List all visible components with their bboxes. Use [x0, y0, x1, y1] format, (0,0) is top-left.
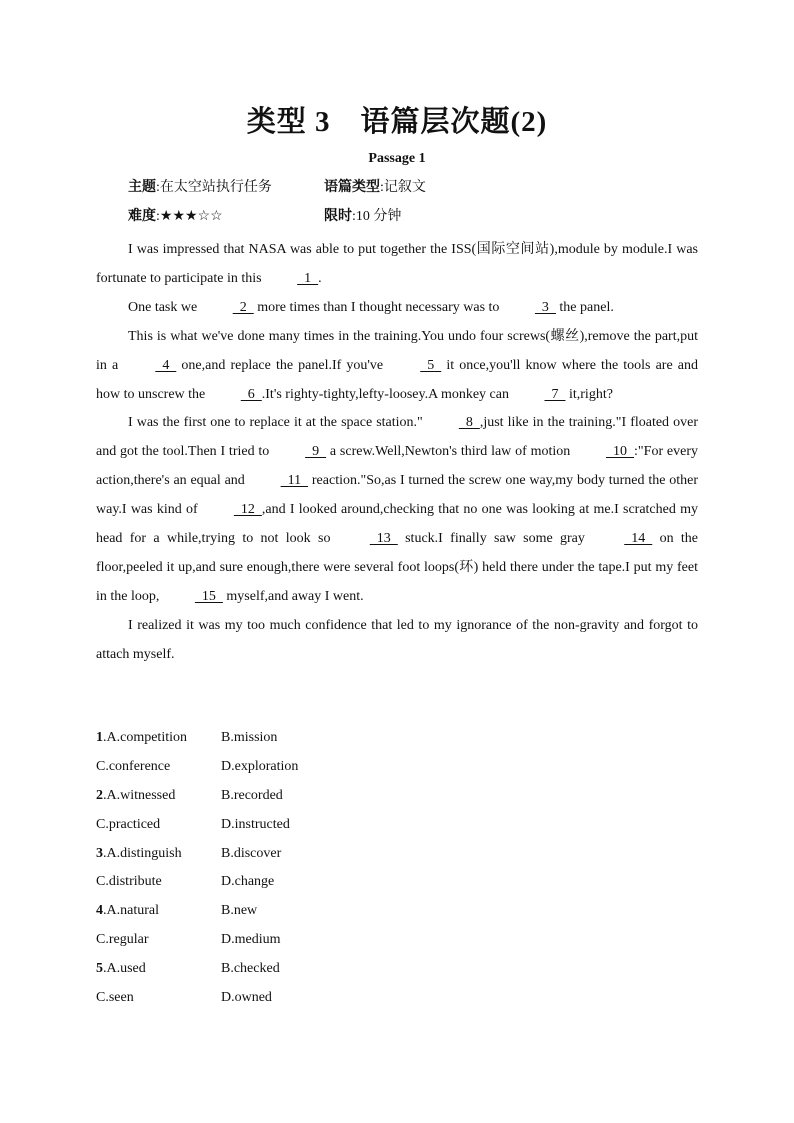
option-a-text: .A.used: [103, 961, 146, 977]
answer-blank: 7: [544, 386, 566, 402]
genre-value: :记叙文: [380, 180, 426, 195]
option-a[interactable]: [96, 897, 159, 926]
passage-segment: I realized it was my too much confidence that led to my ignorance of the non-gravity and forgot to attach myself.: [96, 617, 698, 662]
passage-segment: myself,and away I went.: [222, 588, 364, 604]
option-a-text: .A.natural: [103, 903, 159, 919]
answer-blank: 5: [420, 357, 442, 373]
answer-blank: 14: [624, 531, 653, 547]
difficulty-value: :★★★☆☆: [156, 209, 223, 224]
question-number: 5: [96, 961, 103, 977]
passage-segment: One task we: [128, 299, 201, 315]
answer-blank: 11: [280, 473, 309, 489]
passage-segment: ,and I looked around,checking that no one was looking at me.I scratched my head for a while,trying to not look so: [96, 502, 698, 547]
genre-group: [324, 179, 426, 197]
time-value: :10 分钟: [352, 209, 402, 224]
passage-segment: it,right?: [565, 386, 613, 402]
passage-segment: :"For every action,there's an equal and: [96, 444, 698, 489]
paragraph-1: [96, 236, 698, 294]
passage-segment: I was the first one to replace it at the space station.": [128, 415, 427, 431]
option-a-text: .A.distinguish: [103, 845, 182, 861]
option-b[interactable]: B.discover: [221, 845, 282, 861]
paragraph-5: [96, 612, 698, 670]
option-a[interactable]: [96, 782, 175, 811]
option-a[interactable]: [96, 840, 182, 869]
passage-segment: reaction."So,as I turned the screw one way,my body turned the other way.I was kind of: [96, 473, 698, 518]
option-b[interactable]: B.checked: [221, 961, 280, 977]
answer-blank: 3: [534, 299, 556, 315]
answer-blank: 2: [232, 299, 254, 315]
passage-segment: one,and replace the panel.If you've: [176, 357, 389, 373]
option-d[interactable]: D.exploration: [221, 758, 299, 774]
option-b[interactable]: B.recorded: [221, 787, 283, 803]
option-c[interactable]: C.practiced: [96, 816, 161, 832]
option-d[interactable]: D.instructed: [221, 816, 290, 832]
time-label: 限时: [324, 209, 352, 224]
passage-segment: .: [318, 270, 322, 286]
passage-segment: This is what we've done many times in the training.You undo four screws(螺丝),remove the part,put in a: [96, 328, 698, 373]
option-c[interactable]: C.conference: [96, 758, 171, 774]
option-a-text: .A.competition: [103, 730, 187, 745]
answer-blank: 4: [155, 357, 177, 373]
option-a[interactable]: [96, 955, 146, 984]
option-c[interactable]: C.regular: [96, 932, 149, 948]
question-number: 2: [96, 787, 103, 803]
answer-blank: 1: [297, 270, 319, 286]
option-b[interactable]: B.new: [221, 903, 258, 919]
answer-blank: 10: [606, 444, 635, 460]
passage-segment: stuck.I finally saw some gray: [397, 531, 593, 547]
topic-label: 主题: [128, 180, 156, 195]
passage-segment: .It's righty-tighty,lefty-loosey.A monkey can: [261, 386, 513, 402]
passage-segment: ,just like in the training."I floated over and got the tool.Then I tried to: [96, 415, 698, 460]
option-c[interactable]: C.seen: [96, 990, 134, 1006]
passage-segment: on the floor,peeled it up,and sure enough,there were several foot loops(环) held there under the tape.I put my feet in the loop,: [96, 531, 698, 604]
passage-segment: more times than I thought necessary was to: [253, 299, 503, 315]
difficulty-label: 难度: [128, 209, 156, 224]
option-b[interactable]: B.mission: [221, 730, 278, 745]
answer-blank: 6: [240, 386, 262, 402]
meta-row-2: [128, 208, 402, 226]
passage-text: [96, 236, 698, 670]
question-number: 4: [96, 903, 103, 919]
passage-segment: a screw.Well,Newton's third law of motion: [326, 444, 575, 460]
option-a[interactable]: [96, 724, 187, 753]
answer-blank: 9: [305, 444, 327, 460]
option-d[interactable]: D.change: [221, 874, 275, 890]
passage-segment: the panel.: [555, 299, 614, 315]
option-a-text: .A.witnessed: [103, 787, 176, 803]
passage-heading: Passage 1: [368, 151, 426, 166]
answer-blank: 15: [194, 588, 223, 604]
genre-label: 语篇类型: [324, 180, 380, 195]
answer-blank: 13: [369, 531, 398, 547]
paragraph-4: [96, 409, 698, 611]
option-d[interactable]: D.medium: [221, 932, 281, 948]
question-number: 3: [96, 845, 103, 861]
paragraph-3: [96, 323, 698, 410]
page-title: 类型 3 语篇层次题(2): [246, 106, 548, 138]
topic-value: :在太空站执行任务: [156, 180, 272, 195]
answer-blank: 8: [458, 415, 480, 431]
passage-segment: it once,you'll know where the tools are and how to unscrew the: [96, 357, 698, 402]
time-group: [324, 208, 401, 226]
meta-row-1: [128, 179, 426, 197]
paragraph-2: [96, 294, 698, 323]
option-d[interactable]: D.owned: [221, 990, 272, 1006]
answer-blank: 12: [233, 502, 262, 518]
passage-segment: I was impressed that NASA was able to put together the ISS(国际空间站),module by module.I was fortunate to participate in this: [96, 242, 698, 286]
option-c[interactable]: C.distribute: [96, 874, 162, 890]
question-number: 1: [96, 730, 103, 745]
